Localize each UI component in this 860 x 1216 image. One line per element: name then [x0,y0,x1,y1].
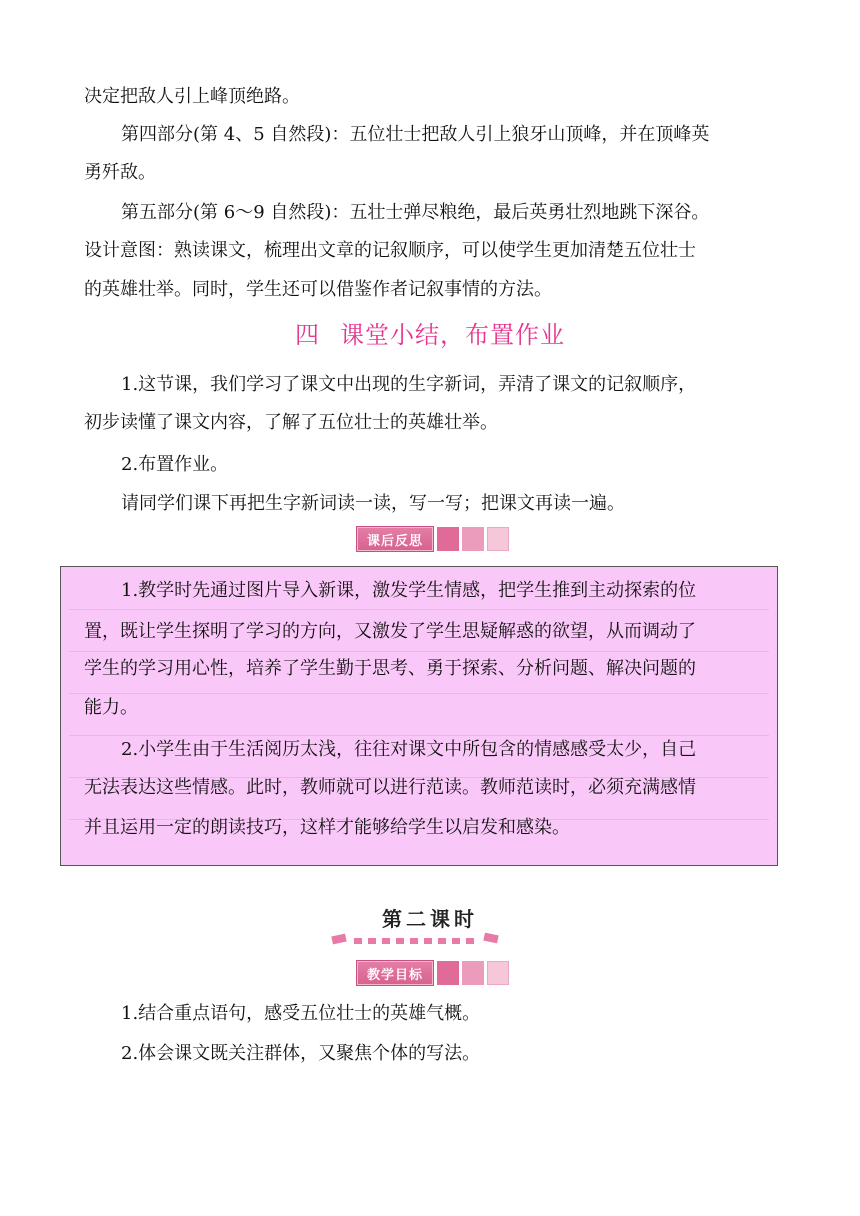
reflection-tag [356,526,509,552]
dash-ornament [330,932,502,948]
reflection-line: 2.小学生由于生活阅历太浅，往往对课文中所包含的情感感受太少，自己 [121,739,697,760]
goal-line: 2.体会课文既关注群体，又聚焦个体的写法。 [121,1043,481,1064]
tag-decor-square [462,527,484,551]
tag-decor-square [437,961,459,985]
tag-decor-square [462,961,484,985]
box-rule [69,735,769,736]
reflection-tag-label: 课后反思 [356,526,434,552]
lesson-title: 第二课时 [382,907,478,931]
reflection-line: 无法表达这些情感。此时，教师就可以进行范读。教师范读时，必须充满感情 [84,777,696,798]
section-heading [0,318,860,352]
box-rule [69,609,769,610]
section-number: 四 [295,321,320,349]
reflection-line: 并且运用一定的朗读技巧，这样才能够给学生以启发和感染。 [84,817,570,838]
goals-tag-label: 教学目标 [356,960,434,986]
reflection-line: 学生的学习用心性，培养了学生勤于思考、勇于探索、分析问题、解决问题的 [84,658,696,679]
design-intent-line: 设计意图：熟读课文，梳理出文章的记叙顺序，可以使学生更加清楚五位壮士 [84,240,696,261]
box-rule [69,693,769,694]
summary-line: 初步读懂了课文内容，了解了五位壮士的英雄壮举。 [84,412,498,433]
homework-line: 请同学们课下再把生字新词读一读，写一写；把课文再读一遍。 [121,493,625,514]
part-four-line: 勇歼敌。 [84,162,156,183]
part-four-line: 第四部分(第 4、5 自然段)：五位壮士把敌人引上狼牙山顶峰，并在顶峰英 [121,124,710,145]
design-intent-line: 的英雄壮举。同时，学生还可以借鉴作者记叙事情的方法。 [84,279,552,300]
tag-decor-square [487,527,509,551]
tag-decor-square [487,961,509,985]
section-title: 课堂小结，布置作业 [340,321,565,349]
box-rule [69,651,769,652]
goal-line: 1.结合重点语句，感受五位壮士的英雄气概。 [121,1003,481,1024]
reflection-line: 置，既让学生探明了学习的方向，又激发了学生思疑解惑的欲望，从而调动了 [84,621,696,642]
tag-decor-square [437,527,459,551]
paragraph-line: 决定把敌人引上峰顶绝路。 [84,86,300,107]
goals-tag [356,960,509,986]
summary-line: 1.这节课，我们学习了课文中出现的生字新词，弄清了课文的记叙顺序， [121,374,697,395]
part-five-line: 第五部分(第 6～9 自然段)：五壮士弹尽粮绝，最后英勇壮烈地跳下深谷。 [121,202,710,223]
reflection-line: 1.教学时先通过图片导入新课，激发学生情感，把学生推到主动探索的位 [121,580,697,601]
reflection-line: 能力。 [84,697,138,718]
summary-line: 2.布置作业。 [121,454,229,475]
